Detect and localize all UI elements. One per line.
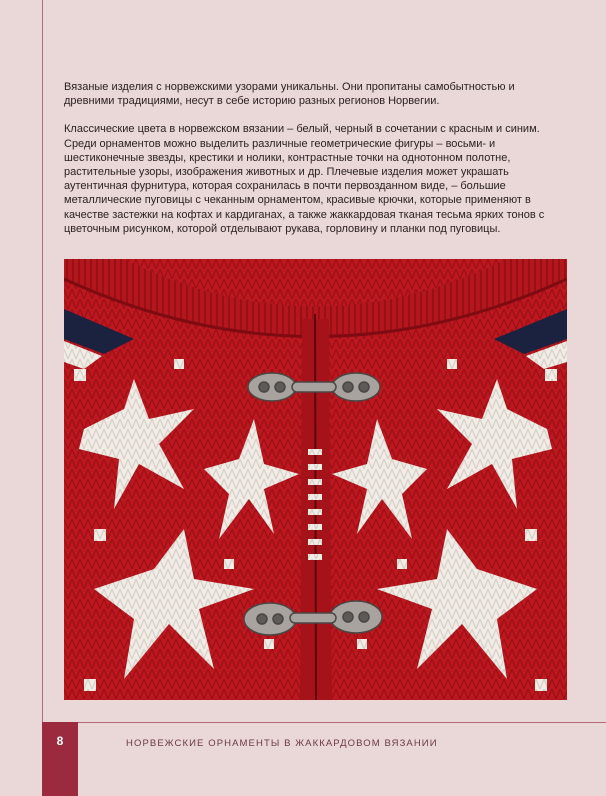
colors-paragraph: Классические цвета в норвежском вязании – белый, черный в сочетании с красным и синим. Среди орнаментов можно выделить различные геометрические фигуры – восьми- и шестиконечные звезды, крестики и нолики, контрастные точки на однотонном полотне, растительные узоры, изображения животных и др. Плечевые изделия может украшать аутентичная фурнитура, которая сохранилась в почти первозданном виде, – большие металлические пуговицы с чеканным орнаментом, красивые крючки, которые применяют в качестве застежки на кофтах и кардиганах, а также жаккардовая тканая тесьма ярких тонов с цветочным рисунком, которой отделывают рукава, горловину и планки под пуговицы. [64, 123, 545, 235]
footer-rule [42, 722, 606, 723]
sweater-photo [64, 259, 567, 700]
intro-paragraph: Вязаные изделия с норвежскими узорами уникальны. Они пропитаны самобытностью и древними традициями, несут в себе историю разных регионов Норвегии. [64, 81, 515, 108]
running-title: НОРВЕЖСКИЕ ОРНАМЕНТЫ В ЖАККАРДОВОМ ВЯЗАНИИ [126, 738, 438, 749]
margin-rule [42, 0, 43, 722]
page-number: 8 [56, 734, 64, 748]
body-text [64, 80, 564, 250]
knitted-sweater-image [64, 259, 567, 700]
page-footer [0, 722, 606, 796]
page-number-badge [42, 722, 78, 796]
